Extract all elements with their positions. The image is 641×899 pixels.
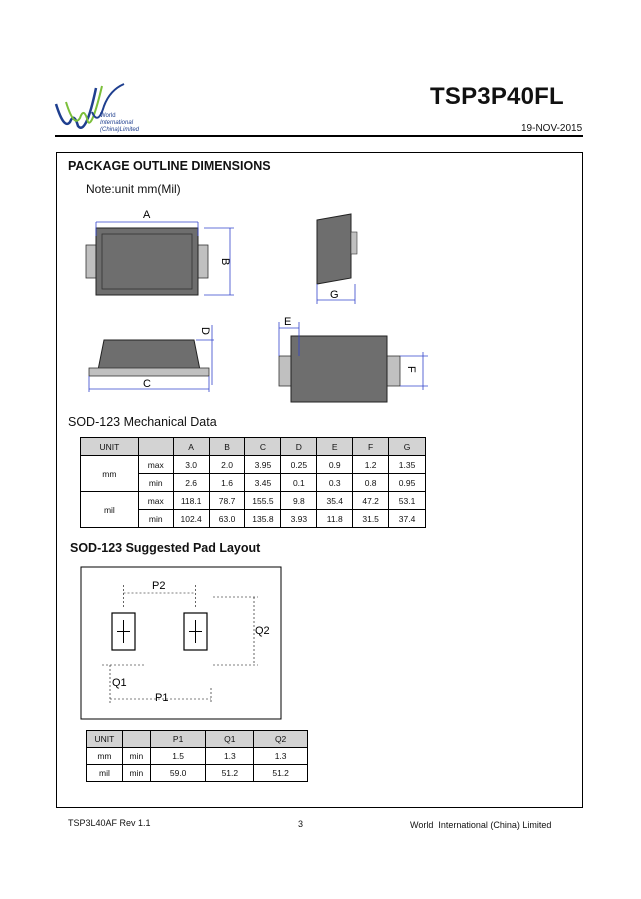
value-cell: 0.1 <box>281 474 317 492</box>
header-cell: C <box>245 438 281 456</box>
unit-cell: mm <box>87 748 123 765</box>
dim-label-c: C <box>143 378 151 390</box>
header-cell: E <box>317 438 353 456</box>
pad-label-q1: Q1 <box>112 677 127 689</box>
value-cell: 2.0 <box>209 456 245 474</box>
value-cell: 51.2 <box>254 765 308 782</box>
dim-label-d: D <box>199 327 211 335</box>
value-cell: 2.6 <box>173 474 209 492</box>
header-cell: P1 <box>150 731 206 748</box>
value-cell: 3.45 <box>245 474 281 492</box>
header-cell: UNIT <box>87 731 123 748</box>
header-cell: D <box>281 438 317 456</box>
header-cell: F <box>353 438 389 456</box>
limit-cell: min <box>138 474 173 492</box>
value-cell: 1.6 <box>209 474 245 492</box>
table-row <box>87 748 308 765</box>
unit-cell: mm <box>81 456 139 492</box>
value-cell: 1.35 <box>389 456 426 474</box>
value-cell: 155.5 <box>245 492 281 510</box>
top-view <box>86 209 234 295</box>
unit-cell: mil <box>81 492 139 528</box>
pad-label-q2: Q2 <box>255 625 270 637</box>
company-logo <box>52 82 172 134</box>
header-rule <box>55 135 583 137</box>
header-cell: B <box>209 438 245 456</box>
value-cell: 47.2 <box>353 492 389 510</box>
header-cell <box>138 438 173 456</box>
header-cell: Q1 <box>206 731 254 748</box>
table-row <box>87 765 308 782</box>
dim-label-a: A <box>143 209 151 221</box>
value-cell: 11.8 <box>317 510 353 528</box>
header-cell: A <box>173 438 209 456</box>
dim-label-e: E <box>284 316 292 328</box>
value-cell: 0.25 <box>281 456 317 474</box>
logo-line-2: International <box>100 120 134 126</box>
value-cell: 1.5 <box>150 748 206 765</box>
pad-label-p2: P2 <box>152 580 166 592</box>
value-cell: 135.8 <box>245 510 281 528</box>
value-cell: 3.93 <box>281 510 317 528</box>
dim-label-g: G <box>330 289 339 301</box>
limit-cell: max <box>138 456 173 474</box>
limit-cell: min <box>122 765 150 782</box>
part-number: TSP3P40FL <box>430 83 564 110</box>
pad-layout-drawing <box>80 566 285 722</box>
value-cell: 53.1 <box>389 492 426 510</box>
value-cell: 0.9 <box>317 456 353 474</box>
value-cell: 3.95 <box>245 456 281 474</box>
end-view <box>317 214 357 304</box>
table-header-row <box>87 731 308 748</box>
unit-note: Note:unit mm(Mil) <box>86 182 181 196</box>
value-cell: 102.4 <box>173 510 209 528</box>
front-view <box>89 325 214 392</box>
revision-date: 19-NOV-2015 <box>521 123 583 134</box>
table-header-row <box>81 438 426 456</box>
value-cell: 9.8 <box>281 492 317 510</box>
value-cell: 1.2 <box>353 456 389 474</box>
limit-cell: max <box>138 492 173 510</box>
bottom-view <box>279 316 428 402</box>
table-row <box>81 492 426 510</box>
value-cell: 37.4 <box>389 510 426 528</box>
page-number: 3 <box>298 819 304 829</box>
limit-cell: min <box>122 748 150 765</box>
unit-cell: mil <box>87 765 123 782</box>
value-cell: 3.0 <box>173 456 209 474</box>
dim-label-f: F <box>405 366 417 373</box>
pad-label-p1: P1 <box>155 692 169 704</box>
outline-title: PACKAGE OUTLINE DIMENSIONS <box>68 159 271 173</box>
limit-cell: min <box>138 510 173 528</box>
pad-layout-title: SOD-123 Suggested Pad Layout <box>70 541 261 555</box>
mechanical-data-table <box>80 437 426 528</box>
logo-line-1: World <box>100 113 116 119</box>
dim-label-b: B <box>219 258 231 266</box>
value-cell: 63.0 <box>209 510 245 528</box>
header-cell: UNIT <box>81 438 139 456</box>
value-cell: 35.4 <box>317 492 353 510</box>
value-cell: 0.8 <box>353 474 389 492</box>
table-row <box>81 456 426 474</box>
pad-left <box>112 613 135 650</box>
header-cell <box>122 731 150 748</box>
company-name: World International (China) Limited <box>410 820 552 830</box>
value-cell: 78.7 <box>209 492 245 510</box>
package-outline-drawings <box>60 200 440 410</box>
value-cell: 59.0 <box>150 765 206 782</box>
header-cell: G <box>389 438 426 456</box>
header-cell: Q2 <box>254 731 308 748</box>
logo-line-3: (China)Limited <box>100 127 140 133</box>
value-cell: 1.3 <box>254 748 308 765</box>
value-cell: 0.3 <box>317 474 353 492</box>
value-cell: 1.3 <box>206 748 254 765</box>
value-cell: 118.1 <box>173 492 209 510</box>
value-cell: 0.95 <box>389 474 426 492</box>
document-revision: TSP3L40AF Rev 1.1 <box>68 818 151 828</box>
pad-right <box>184 613 207 650</box>
value-cell: 51.2 <box>206 765 254 782</box>
value-cell: 31.5 <box>353 510 389 528</box>
pad-data-table <box>86 730 308 782</box>
mech-title: SOD-123 Mechanical Data <box>68 415 217 429</box>
